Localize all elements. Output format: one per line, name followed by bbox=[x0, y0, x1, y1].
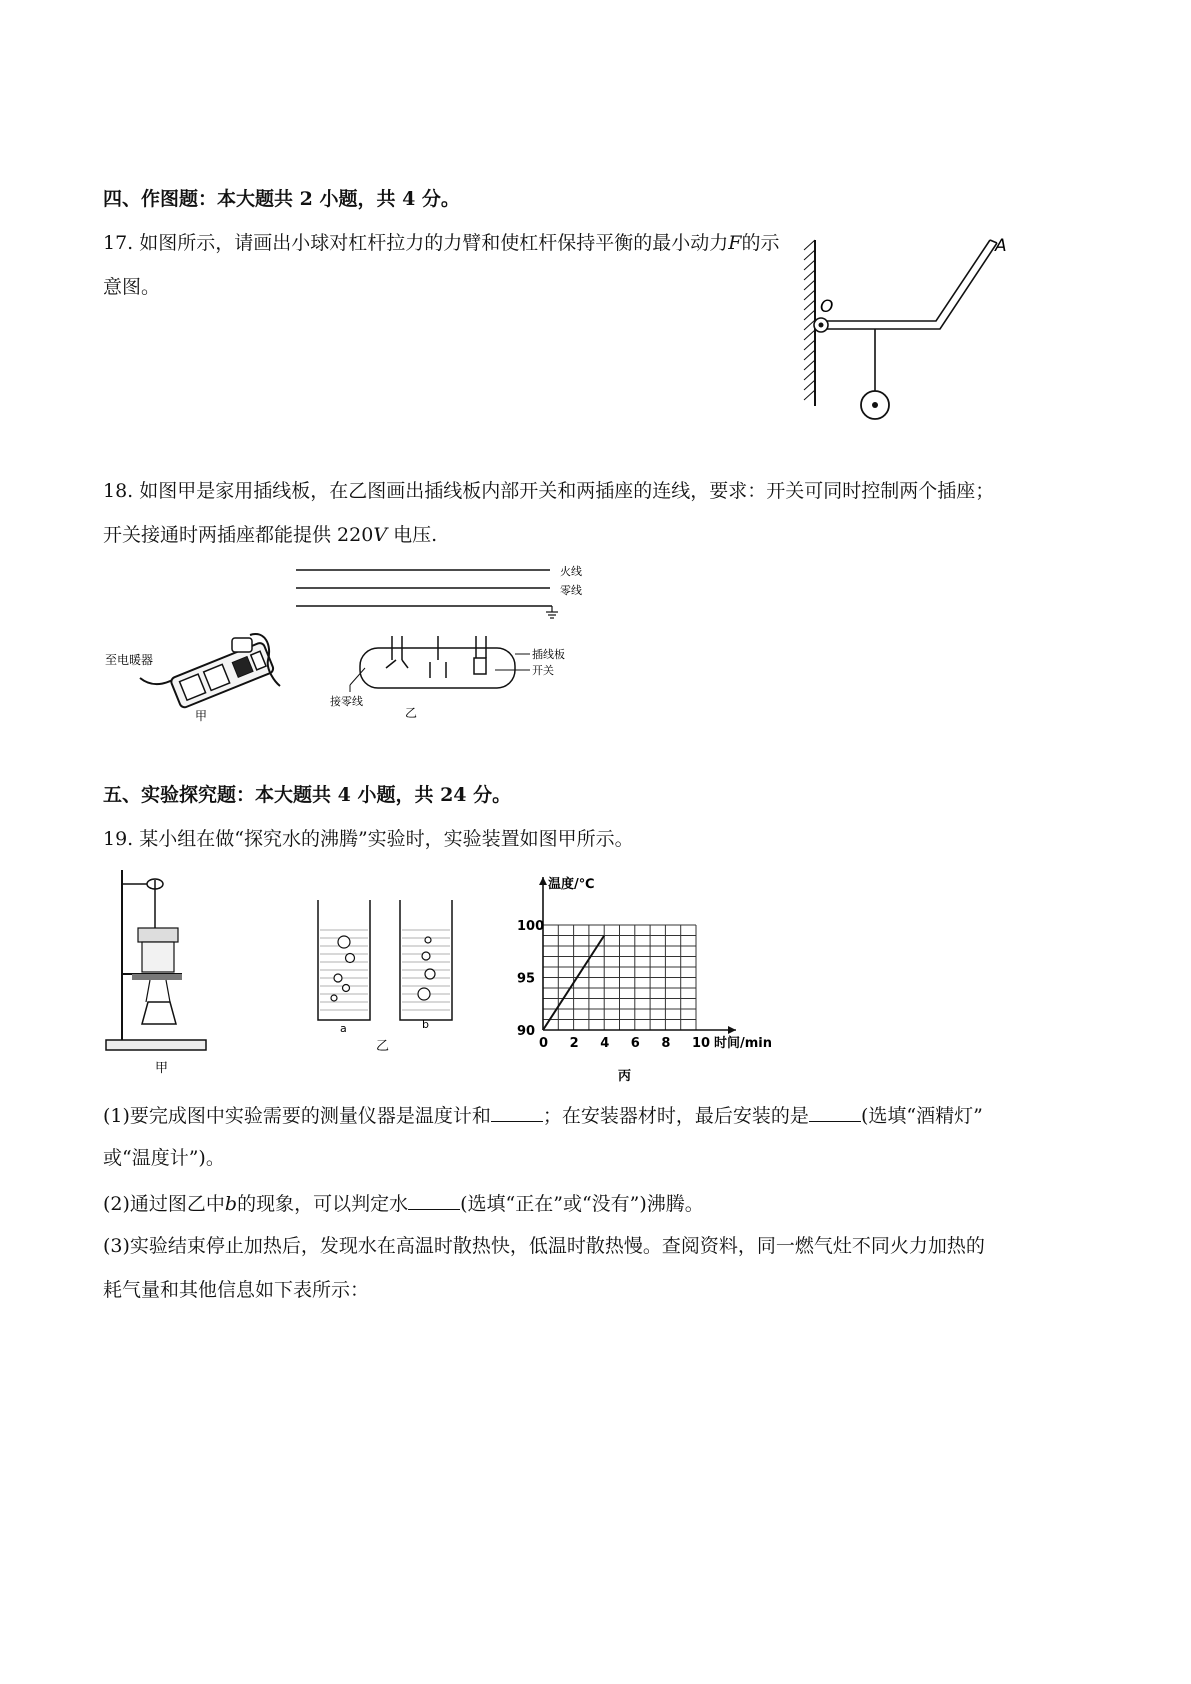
x-tick-label: 2 bbox=[569, 1036, 579, 1051]
q18-voltage-unit: V bbox=[373, 524, 388, 546]
q18-text-line2 bbox=[103, 524, 437, 547]
power-strip-figure bbox=[100, 620, 290, 730]
q19-part2 bbox=[103, 1191, 704, 1216]
chart-y-axis-label: 温度/℃ bbox=[548, 877, 595, 892]
answer-blank-1[interactable] bbox=[491, 1103, 543, 1122]
q19-part1-line1 bbox=[103, 1103, 983, 1128]
beaker-a-label: a bbox=[340, 1022, 347, 1035]
wiring-diagram-figure bbox=[290, 560, 600, 730]
power-strip-body bbox=[170, 642, 275, 709]
q18-text-part-b: 电压. bbox=[387, 524, 438, 546]
section-heading-4: 四、作图题：本大题共 2 小题，共 4 分。 bbox=[103, 188, 460, 210]
label-A: A bbox=[995, 236, 1007, 256]
answer-blank-3[interactable] bbox=[408, 1191, 460, 1210]
chart-x-axis-label: 时间/min bbox=[714, 1036, 773, 1051]
q17-text-tail: 的示 bbox=[741, 232, 780, 254]
label-O: O bbox=[820, 297, 834, 317]
lever-bottom-edge bbox=[822, 243, 997, 329]
q19-p2-text-a: (2)通过图乙中 bbox=[103, 1193, 225, 1215]
heater-label: 至电暖器 bbox=[105, 653, 154, 667]
socket1-slant-right bbox=[402, 660, 408, 668]
plug-head bbox=[232, 638, 252, 652]
section-heading-5: 五、实验探究题：本大题共 4 小题，共 24 分。 bbox=[103, 784, 512, 806]
chart-grid bbox=[543, 925, 696, 1030]
answer-blank-2[interactable] bbox=[809, 1103, 861, 1122]
neutral-label: 零线 bbox=[560, 584, 582, 597]
fig-yi-caption: 乙 bbox=[405, 706, 418, 720]
beaker bbox=[142, 942, 174, 972]
x-tick-label: 4 bbox=[600, 1036, 610, 1051]
q19-p2-text-c: (选填“正在”或“没有”)沸腾。 bbox=[460, 1193, 704, 1215]
x-axis-arrow bbox=[728, 1026, 736, 1034]
q19-part3-line2: 耗气量和其他信息如下表所示： bbox=[103, 1279, 370, 1301]
x-tick-label: 8 bbox=[661, 1036, 671, 1051]
y-tick-label: 95 bbox=[517, 971, 536, 987]
chart-axes bbox=[539, 877, 736, 1034]
q19-p1-text-a: (1)要完成图中实验需要的测量仪器是温度计和 bbox=[103, 1105, 491, 1127]
q17-text-main: 17. 如图所示，请画出小球对杠杆拉力的力臂和使杠杆保持平衡的最小动力 bbox=[103, 232, 729, 254]
q18-voltage-value: 220 bbox=[337, 524, 374, 546]
beaker-a bbox=[318, 900, 370, 1020]
switch-symbol bbox=[474, 658, 486, 674]
base-plate bbox=[106, 1040, 206, 1050]
q19-part3-line1: (3)实验结束停止加热后，发现水在高温时散热快，低温时散热慢。查阅资料，同一燃气灶不同火力加热的 bbox=[103, 1235, 985, 1257]
board-label: 插线板 bbox=[532, 648, 565, 661]
q17-text-line2: 意图。 bbox=[103, 276, 161, 298]
q17-text-line1 bbox=[103, 232, 779, 255]
x-tick-label: 6 bbox=[630, 1036, 640, 1051]
wall-hatching bbox=[804, 240, 815, 400]
q19-p1-text-c: (选填“酒精灯” bbox=[860, 1105, 983, 1127]
lever-figure bbox=[790, 228, 1020, 428]
q19-p2-text-b: 的现象，可以判定水 bbox=[237, 1193, 409, 1215]
alcohol-lamp bbox=[142, 1002, 176, 1024]
switch-label: 开关 bbox=[532, 664, 554, 677]
y-tick-label: 90 bbox=[517, 1024, 536, 1039]
fig-yi-caption-19: 乙 bbox=[376, 1039, 390, 1054]
fig-jia-caption: 甲 bbox=[195, 709, 208, 723]
pivot-dot bbox=[819, 323, 824, 328]
q19-intro: 19. 某小组在做“探究水的沸腾”实验时，实验装置如图甲所示。 bbox=[103, 828, 634, 850]
apparatus-figure bbox=[100, 862, 220, 1082]
live-label: 火线 bbox=[560, 565, 582, 578]
ground-wire-label: 接零线 bbox=[330, 695, 363, 708]
q19-part1-line2: 或“温度计”)。 bbox=[103, 1147, 225, 1169]
q19-p1-text-b: ；在安装器材时，最后安装的是 bbox=[542, 1105, 809, 1127]
q17-force-symbol: F bbox=[728, 232, 742, 254]
gauze bbox=[132, 974, 182, 980]
socket1-slant-left bbox=[386, 660, 396, 668]
y-tick-label: 100 bbox=[517, 919, 545, 934]
fig-bing-caption: 丙 bbox=[618, 1069, 632, 1084]
y-axis-arrow bbox=[539, 877, 547, 885]
ball-center-dot bbox=[872, 402, 878, 408]
q18-text-part-a: 开关接通时两插座都能提供 bbox=[103, 524, 338, 546]
beaker-cover bbox=[138, 928, 178, 942]
ground-wire-pointer bbox=[350, 668, 365, 685]
fig-jia-caption-19: 甲 bbox=[155, 1061, 169, 1076]
temperature-chart bbox=[500, 865, 790, 1085]
lever-top-edge bbox=[822, 240, 990, 321]
x-tick-label: 10 bbox=[692, 1036, 711, 1051]
beaker-b-label: b bbox=[422, 1018, 429, 1031]
x-tick-label: 0 bbox=[539, 1036, 549, 1051]
beaker-b bbox=[400, 900, 452, 1020]
q19-p2-var: b bbox=[224, 1193, 238, 1215]
beakers-figure bbox=[310, 900, 470, 1085]
flame bbox=[146, 980, 170, 1002]
q18-text-line1: 18. 如图甲是家用插线板，在乙图画出插线板内部开关和两插座的连线，要求：开关可同时控制两个插座； bbox=[103, 480, 995, 502]
